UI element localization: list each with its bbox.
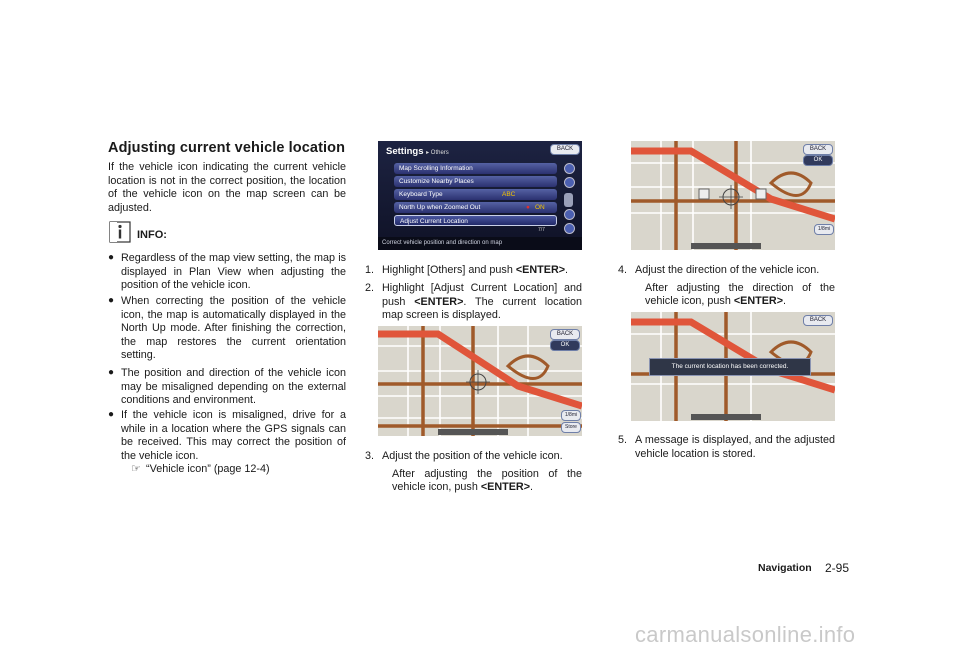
menu-item-north-up[interactable]: North Up when Zoomed Out ● ON <box>394 202 557 213</box>
info-bullet: ● The position and direction of the vehicle icon may be misaligned depending on the external conditions and environment. <box>108 367 346 407</box>
back-button[interactable]: BACK <box>803 315 833 326</box>
settings-title: Settings ▸ Others <box>386 146 449 157</box>
step-4: 4. Adjust the direction of the vehicle icon. After adjusting the direction of the vehicle icon, push <ENTER>. <box>618 264 835 308</box>
info-bullet: ● Regardless of the map view setting, the map is displayed in Plan View when adjusting the position of the vehicle icon. <box>108 252 346 292</box>
step-3: 3. Adjust the position of the vehicle icon. After adjusting the position of the vehicle icon, push <ENTER>. <box>365 450 582 494</box>
section-title: Adjusting current vehicle location <box>108 140 346 156</box>
info-bullet-text: When correcting the position of the vehicle icon, the map is automatically displayed in the North Up mode. After finishing the correction, the map restores the current orientation setting. <box>121 295 346 362</box>
scroll-up-icon[interactable] <box>564 163 575 174</box>
scale-indicator[interactable]: 1/8mi <box>561 410 581 421</box>
back-button[interactable]: BACK <box>550 144 580 155</box>
scrollbar[interactable] <box>564 193 573 207</box>
store-button[interactable]: Store <box>561 422 581 433</box>
ok-button[interactable]: OK <box>803 155 833 166</box>
scroll-up-icon[interactable] <box>564 177 575 188</box>
step-1: 1. Highlight [Others] and push <ENTER>. <box>365 264 569 276</box>
page-number: 2-95 <box>825 561 850 575</box>
info-label: INFO: <box>137 229 167 241</box>
pointing-hand-icon: ☞ <box>131 463 141 475</box>
map-screenshot <box>378 326 582 436</box>
info-bullet-text: The position and direction of the vehicle icon may be misaligned depending on the external conditions and environment. <box>121 367 346 407</box>
info-icon <box>109 221 131 248</box>
footer-section-label: Navigation <box>758 562 812 574</box>
scale-indicator[interactable]: 1/8mi <box>814 224 834 235</box>
back-button[interactable]: BACK <box>803 144 833 155</box>
page-indicator: 7/7 <box>538 227 545 233</box>
map-screenshot-direction <box>631 141 835 250</box>
scroll-down-icon[interactable] <box>564 223 575 234</box>
settings-hint: Correct vehicle position and direction on map <box>378 237 582 250</box>
corrected-message: The current location has been corrected. <box>649 358 811 376</box>
intro-paragraph: If the vehicle icon indicating the current vehicle location is not in the correct position, the location of the vehicle icon on the map screen can be adjusted. <box>108 161 346 214</box>
ok-button[interactable]: OK <box>550 340 580 351</box>
info-bullet-text: If the vehicle icon is misaligned, drive for a while in a location where the GPS signals can be received. This may correct the position of the vehicle icon. <box>121 409 346 462</box>
settings-screenshot <box>378 141 582 250</box>
map-screenshot-corrected <box>631 312 835 421</box>
menu-item-keyboard-type[interactable]: Keyboard Type ABC <box>394 189 557 200</box>
info-bullet-text: Regardless of the map view setting, the map is displayed in Plan View when adjusting the position of the vehicle icon. <box>121 252 346 292</box>
scroll-down-icon[interactable] <box>564 209 575 220</box>
info-bullet: ● When correcting the position of the vehicle icon, the map is automatically displayed in the North Up mode. After finishing the correction, the map restores the current orientation setting. <box>108 295 346 362</box>
step-2: 2. Highlight [Adjust Current Location] and push <ENTER>. The current location map screen is displayed. <box>365 282 582 322</box>
watermark: carmanualsonline.info <box>635 622 856 647</box>
menu-item-nearby-places[interactable]: Customize Nearby Places <box>394 176 557 187</box>
back-button[interactable]: BACK <box>550 329 580 340</box>
info-bullet: ● If the vehicle icon is misaligned, drive for a while in a location where the GPS signals can be received. This may correct the position of the vehicle icon. <box>108 409 346 462</box>
step-5: 5. A message is displayed, and the adjusted vehicle location is stored. <box>618 434 835 460</box>
menu-item-map-scrolling[interactable]: Map Scrolling Information <box>394 163 557 174</box>
menu-item-adjust-location[interactable]: Adjust Current Location <box>394 215 557 226</box>
reference-text: “Vehicle icon” (page 12-4) <box>146 463 270 475</box>
reference-link[interactable] <box>131 462 270 475</box>
